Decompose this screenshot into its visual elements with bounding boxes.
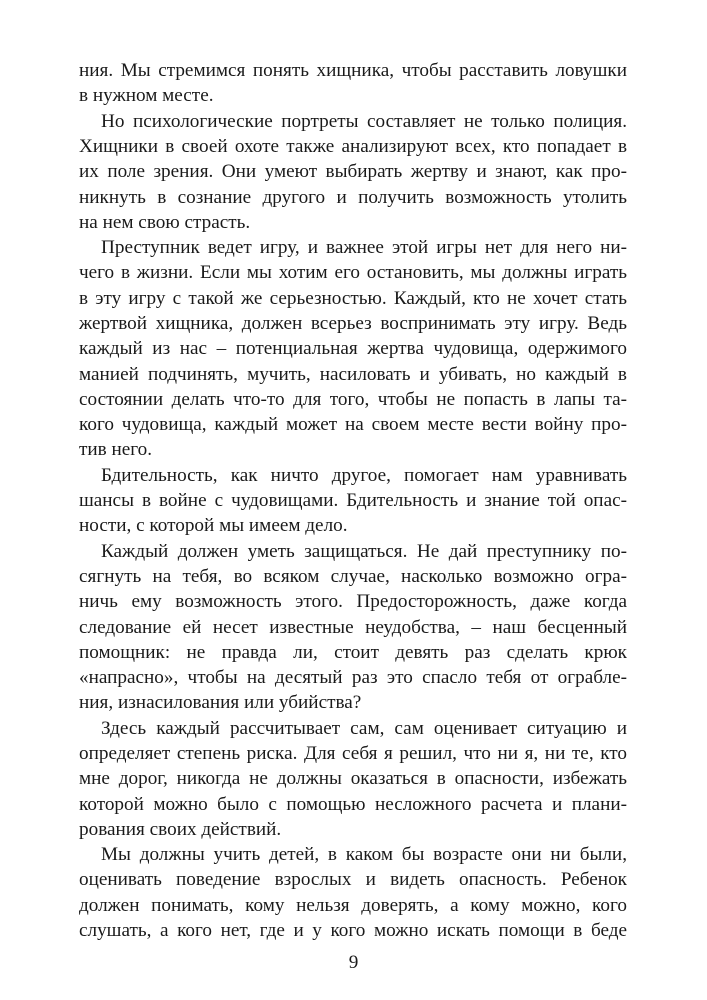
text-line: ности, с которой мы имеем дело. (79, 515, 348, 537)
text-line: Хищники в своей охоте также анализируют всех, кто попадает в (79, 135, 627, 157)
text-line: помощник: не правда ли, стоит девять раз сделать крюк (79, 641, 627, 663)
text-line: кого чудовища, каждый может на своем месте вести войну про- (79, 414, 627, 436)
paragraph-first-line: Но психологические портреты составляет не только полиция. (101, 110, 627, 132)
text-line: никнуть в сознание другого и получить возможность утолить (79, 186, 627, 208)
text-line: жертвой хищника, должен всерьез воспринимать эту игру. Ведь (79, 312, 627, 334)
text-line: сягнуть на тебя, во всяком случае, насколько возможно огра- (79, 565, 627, 587)
text-line: состоянии делать что-то для того, чтобы не попасть в лапы та- (79, 388, 627, 410)
text-line: шансы в войне с чудовищами. Бдительность и знание той опас- (79, 490, 627, 511)
text-line: тив него. (79, 439, 153, 461)
paragraph-first-line: Здесь каждый рассчитывает сам, сам оценивает ситуацию и (101, 717, 627, 739)
paragraph-first-line: Преступник ведет игру, и важнее этой игры нет для него ни- (101, 237, 627, 259)
text-line: рования своих действий. (79, 818, 282, 840)
text-line: слушать, а кого нет, где и у кого можно искать помощи в беде (79, 920, 627, 941)
paragraph-first-line: Каждый должен уметь защищаться. Не дай преступнику по- (101, 540, 627, 562)
text-line: их поле зрения. Они умеют выбирать жертву и знают, как про- (79, 161, 627, 183)
text-line: в нужном месте. (79, 85, 214, 107)
text-line: следование ей несет известные неудобства, – наш бесценный (79, 616, 627, 638)
text-line: чего в жизни. Если мы хотим его остановить, мы должны играть (79, 262, 627, 284)
text-line: в эту игру с такой же серьезностью. Каждый, кто не хочет стать (79, 287, 627, 309)
text-line: ния. Мы стремимся понять хищника, чтобы расставить ловушки (79, 60, 627, 81)
text-line: каждый из нас – потенциальная жертва чудовища, одержимого (79, 338, 627, 360)
paragraph-first-line: Мы должны учить детей, в каком бы возрасте они ни были, (101, 844, 627, 866)
page-number: 9 (348, 952, 359, 973)
text-line: должен понимать, кому нельзя доверять, а кому можно, кого (79, 894, 627, 916)
text-line: которой можно было с помощью несложного расчета и плани- (79, 793, 627, 815)
text-line: «напрасно», чтобы на десятый раз это спасло тебя от ограбле- (79, 667, 627, 689)
text-line: манией подчинять, мучить, насиловать и убивать, но каждый в (79, 363, 627, 385)
text-line: ничь ему возможность этого. Предосторожность, даже когда (79, 591, 627, 613)
paragraph-first-line: Бдительность, как ничто другое, помогает нам уравнивать (101, 464, 627, 486)
text-line: мне дорог, никогда не должны оказаться в опасности, избежать (79, 768, 627, 790)
text-line: оценивать поведение взрослых и видеть опасность. Ребенок (79, 869, 627, 891)
text-line: определяет степень риска. Для себя я решил, что ни я, ни те, кто (79, 742, 627, 764)
text-line: на нем свою страсть. (79, 211, 251, 233)
text-line: ния, изнасилования или убийства? (79, 692, 362, 714)
